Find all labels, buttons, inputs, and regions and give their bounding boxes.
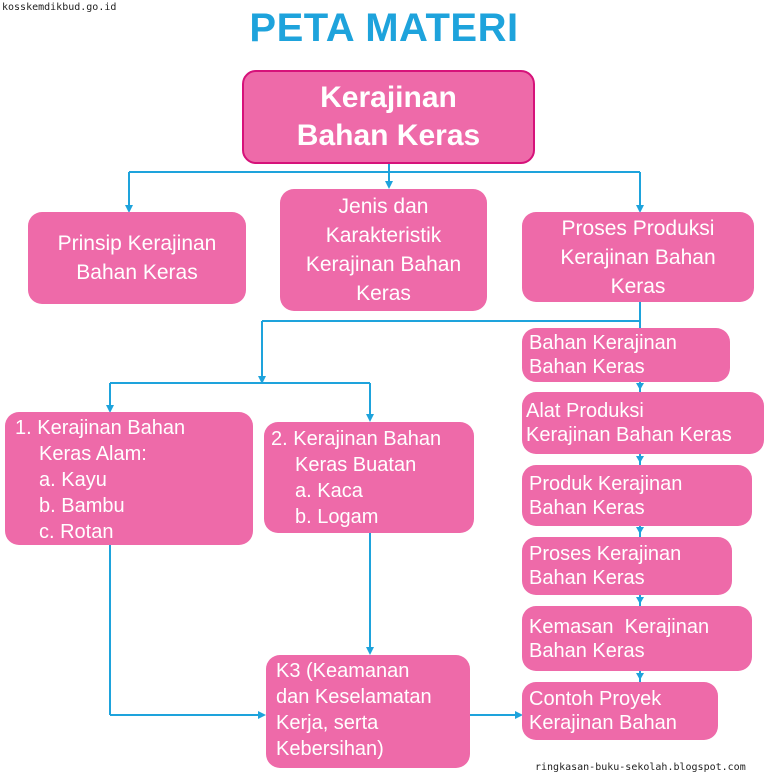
buatan-item-logam: b. Logam bbox=[295, 506, 379, 528]
jenis-line-3: Kerajinan Bahan bbox=[305, 253, 462, 276]
buatan-item-kaca: a. Kaca bbox=[295, 480, 363, 502]
step-arrow-3 bbox=[636, 527, 644, 534]
alam-line-1: 1. Kerajinan Bahan bbox=[15, 417, 186, 439]
buatan-line-2: Keras Buatan bbox=[295, 454, 417, 476]
alam-box bbox=[5, 412, 253, 545]
k3-line-3: Kerja, serta bbox=[276, 712, 379, 734]
step-alat-line-1: Alat Produksi bbox=[526, 400, 644, 422]
step-arrow-1 bbox=[636, 383, 644, 390]
alam-item-bambu: b. Bambu bbox=[39, 495, 125, 517]
k3-line-4: Kebersihan) bbox=[276, 738, 384, 760]
proses-box bbox=[522, 212, 754, 302]
prinsip-line-2: Bahan Keras bbox=[76, 261, 198, 284]
step-kemasan-line-2: Bahan Keras bbox=[529, 639, 645, 662]
step-bahan-line-1: Bahan Kerajinan bbox=[529, 332, 677, 354]
step-kemasan-line-1: Kemasan Kerajinan bbox=[529, 615, 710, 638]
jenis-line-2: Karakteristik bbox=[325, 224, 442, 247]
prinsip-line-1: Prinsip Kerajinan bbox=[57, 232, 217, 255]
step-alat bbox=[522, 392, 764, 454]
step-arrow-4 bbox=[636, 597, 644, 604]
page-title: PETA MATERI bbox=[249, 6, 519, 50]
step-alat-line-2: Kerajinan Bahan Keras bbox=[526, 424, 732, 446]
watermark-top: kosskemdikbud.go.id bbox=[2, 2, 117, 13]
step-contoh bbox=[522, 682, 718, 740]
buatan-line-1: 2. Kerajinan Bahan bbox=[271, 428, 442, 450]
step-bahan bbox=[522, 328, 730, 382]
main-box-line-1: Kerajinan bbox=[320, 81, 457, 114]
alam-line-2: Keras Alam: bbox=[39, 443, 147, 465]
prinsip-box bbox=[28, 212, 246, 304]
alam-item-rotan: c. Rotan bbox=[39, 521, 114, 543]
jenis-box bbox=[280, 189, 487, 311]
step-arrow-5 bbox=[636, 673, 644, 680]
k3-line-1: K3 (Keamanan bbox=[276, 660, 410, 682]
step-produk-line-1: Produk Kerajinan bbox=[529, 472, 683, 495]
proses-line-2: Kerajinan Bahan bbox=[560, 245, 716, 269]
step-arrow-2 bbox=[636, 456, 644, 463]
watermark-bottom: ringkasan-buku-sekolah.blogspot.com bbox=[535, 762, 746, 773]
step-bahan-line-2: Bahan Keras bbox=[529, 356, 645, 378]
step-kemasan bbox=[522, 606, 752, 671]
step-produk-line-2: Bahan Keras bbox=[529, 496, 645, 519]
k3-box bbox=[266, 655, 470, 768]
step-proses bbox=[522, 537, 732, 595]
jenis-line-4: Keras bbox=[356, 282, 411, 305]
k3-line-2: dan Keselamatan bbox=[276, 686, 432, 708]
proses-line-3: Keras bbox=[610, 274, 666, 298]
step-proses-line-2: Bahan Keras bbox=[529, 567, 645, 589]
jenis-line-1: Jenis dan bbox=[338, 195, 429, 218]
main-box bbox=[242, 70, 535, 164]
step-produk bbox=[522, 465, 752, 526]
step-contoh-line-2: Kerajinan Bahan bbox=[529, 712, 677, 734]
step-contoh-line-1: Contoh Proyek bbox=[529, 688, 662, 710]
main-box-line-2: Bahan Keras bbox=[296, 119, 481, 152]
step-proses-line-1: Proses Kerajinan bbox=[529, 543, 682, 565]
buatan-box bbox=[264, 422, 474, 533]
alam-item-kayu: a. Kayu bbox=[39, 469, 107, 491]
proses-line-1: Proses Produksi bbox=[561, 216, 715, 240]
